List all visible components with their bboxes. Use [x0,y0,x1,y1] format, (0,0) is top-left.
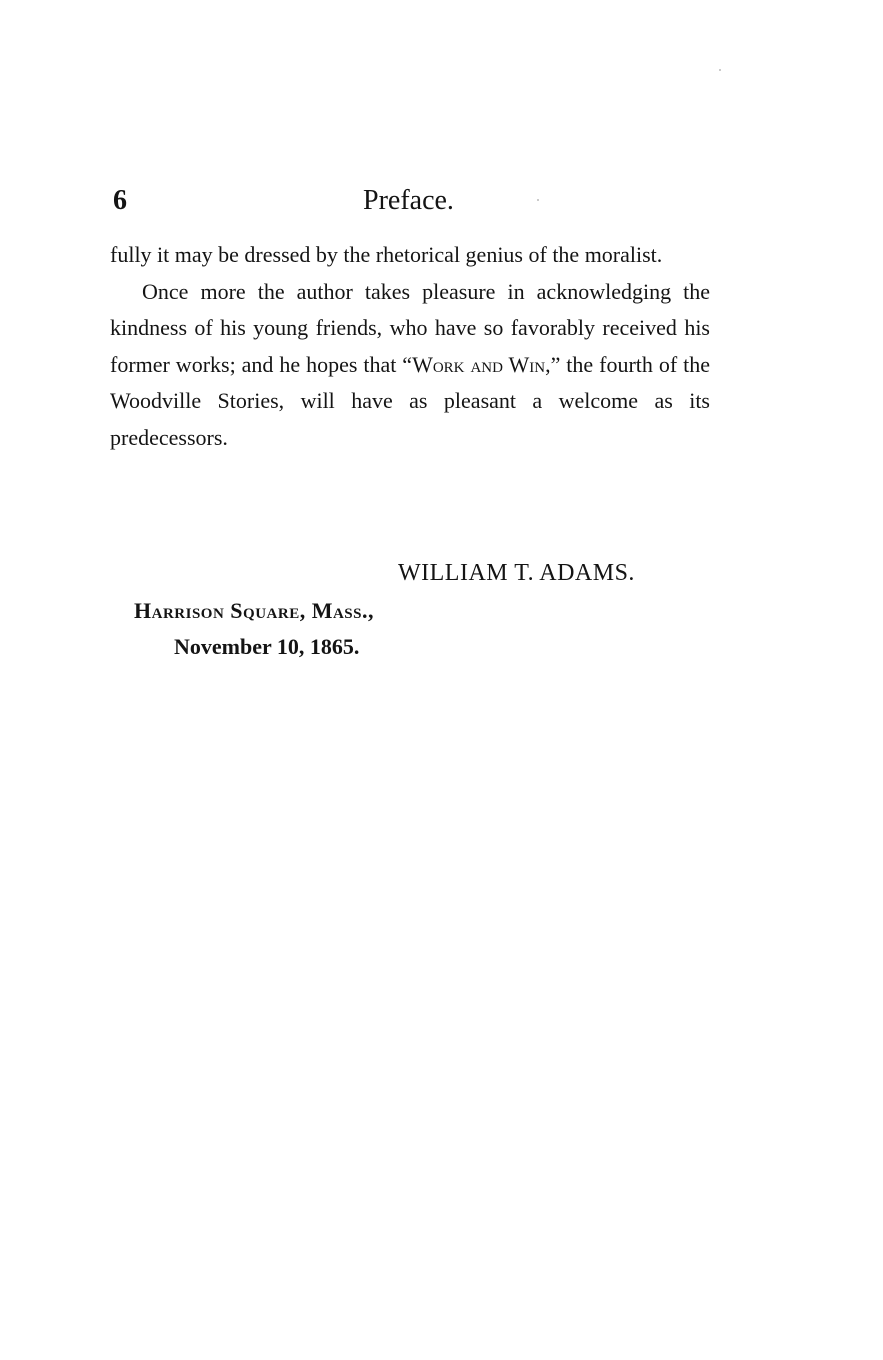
paper-speck [719,69,721,71]
date-line: November 10, 1865. [174,634,360,659]
page-header [113,183,713,223]
paragraph-1: fully it may be dressed by the rhetorical genius of the moralist. [110,242,663,267]
book-title: Work and Win, [412,351,551,377]
paper-speck [537,199,539,201]
paragraph-2-text-end: ” the fourth of the Woodville Stories, will have as pleasant a welcome as its predecessors. [110,351,710,450]
running-head: Preface. [363,185,454,216]
place-line: Harrison Square, Mass., [134,598,374,623]
page-number: 6 [113,185,127,216]
paragraph-2 [110,274,710,457]
paragraph-2-text-start: Once more the author takes pleasure in acknowledging the kindness of his young friends, who have so favorably received his former works; and he hopes that “ [110,278,710,377]
preface-body [110,237,710,456]
author-signature: WILLIAM T. ADAMS. [398,560,635,586]
